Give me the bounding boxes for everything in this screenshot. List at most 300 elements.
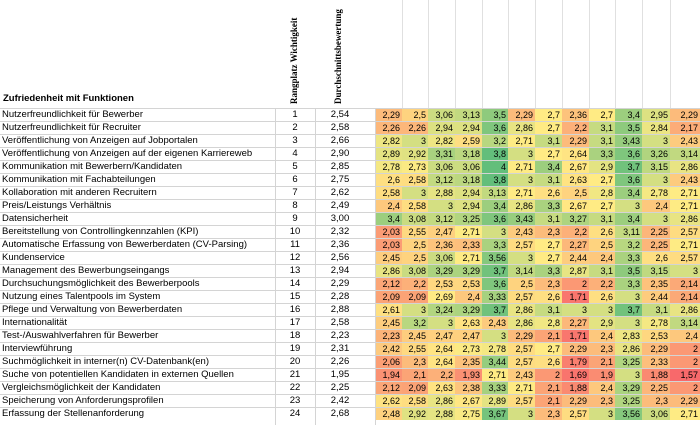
score-cell[interactable]: 2,75 <box>455 408 482 420</box>
score-cell[interactable]: 2,26 <box>402 122 428 134</box>
row-label-cell[interactable]: Speicherung von Anforderungsprofilen <box>2 395 164 406</box>
score-cell[interactable]: 3,12 <box>428 213 455 225</box>
column-header-rank[interactable]: Rangplatz Wichtigkeit <box>289 17 299 104</box>
table-row[interactable] <box>0 329 700 342</box>
average-cell[interactable]: 3,00 <box>330 213 350 224</box>
score-cell[interactable]: 3,14 <box>670 317 700 329</box>
score-cell[interactable]: 3,1 <box>589 213 615 225</box>
rank-cell[interactable]: 4 <box>292 148 298 159</box>
score-cell[interactable]: 2,5 <box>402 252 428 264</box>
score-cell[interactable]: 3,2 <box>482 135 508 147</box>
score-cell[interactable]: 2 <box>670 382 700 394</box>
table-row[interactable] <box>0 251 700 264</box>
score-cell[interactable]: 2,1 <box>402 369 428 381</box>
row-label-cell[interactable]: Nutzerfreundlichkeit für Bewerber <box>2 109 143 120</box>
row-label-cell[interactable]: Nutzung eines Talentpools im System <box>2 291 161 302</box>
average-cell[interactable]: 2,23 <box>330 330 350 341</box>
score-cell[interactable]: 3,24 <box>428 304 455 316</box>
row-label-cell[interactable]: Kundenservice <box>2 252 65 263</box>
score-cell[interactable]: 3,6 <box>482 122 508 134</box>
score-cell[interactable]: 3,56 <box>482 252 508 264</box>
score-cell[interactable]: 2,4 <box>589 252 615 264</box>
score-cell[interactable]: 2,43 <box>508 226 535 238</box>
rank-cell[interactable]: 24 <box>289 408 301 419</box>
score-cell[interactable]: 2,57 <box>508 395 535 407</box>
score-cell[interactable]: 3,1 <box>589 265 615 277</box>
score-cell[interactable]: 3,1 <box>589 122 615 134</box>
score-cell[interactable]: 2,35 <box>455 356 482 368</box>
score-cell[interactable]: 2,47 <box>428 226 455 238</box>
score-cell[interactable]: 2,84 <box>642 122 670 134</box>
rank-cell[interactable]: 5 <box>292 161 298 172</box>
score-cell[interactable]: 2,7 <box>535 239 562 251</box>
rank-cell[interactable]: 3 <box>292 135 298 146</box>
score-cell[interactable]: 3 <box>615 369 642 381</box>
score-cell[interactable]: 3,5 <box>615 122 642 134</box>
score-cell[interactable]: 2,94 <box>428 122 455 134</box>
score-cell[interactable]: 3,26 <box>642 148 670 160</box>
score-cell[interactable]: 2,86 <box>428 395 455 407</box>
score-cell[interactable]: 2,47 <box>455 330 482 342</box>
score-cell[interactable]: 2,62 <box>376 395 402 407</box>
score-cell[interactable]: 3,8 <box>482 174 508 186</box>
score-cell[interactable]: 3,06 <box>455 161 482 173</box>
table-row[interactable] <box>0 160 700 173</box>
score-cell[interactable]: 2,29 <box>508 330 535 342</box>
score-cell[interactable]: 3,4 <box>535 161 562 173</box>
rank-cell[interactable]: 20 <box>289 356 301 367</box>
rank-cell[interactable]: 11 <box>290 239 300 250</box>
average-cell[interactable]: 2,94 <box>330 265 350 276</box>
score-cell[interactable]: 2,6 <box>535 356 562 368</box>
average-cell[interactable]: 2,49 <box>330 200 350 211</box>
row-label-cell[interactable]: Interviewführung <box>2 343 73 354</box>
score-cell[interactable]: 2,5 <box>402 239 428 251</box>
score-cell[interactable]: 3,14 <box>670 148 700 160</box>
score-cell[interactable]: 2,25 <box>642 382 670 394</box>
score-cell[interactable]: 2,67 <box>562 161 589 173</box>
rank-cell[interactable]: 16 <box>289 304 301 315</box>
score-cell[interactable]: 2,73 <box>402 161 428 173</box>
average-cell[interactable]: 2,58 <box>330 317 350 328</box>
score-cell[interactable]: 2,2 <box>589 278 615 290</box>
score-cell[interactable]: 2,55 <box>402 226 428 238</box>
score-cell[interactable]: 2,45 <box>376 252 402 264</box>
score-cell[interactable]: 2,12 <box>376 278 402 290</box>
score-cell[interactable]: 2,83 <box>615 330 642 342</box>
score-cell[interactable]: 2,92 <box>402 408 428 420</box>
table-row[interactable] <box>0 238 700 251</box>
table-row[interactable] <box>0 316 700 329</box>
score-cell[interactable]: 2,4 <box>670 330 700 342</box>
score-cell[interactable]: 3,29 <box>455 304 482 316</box>
score-cell[interactable]: 2,71 <box>508 161 535 173</box>
score-cell[interactable]: 2,57 <box>508 356 535 368</box>
table-row[interactable] <box>0 407 700 420</box>
score-cell[interactable]: 2,71 <box>670 187 700 199</box>
score-cell[interactable]: 2,89 <box>376 148 402 160</box>
score-cell[interactable]: 2,7 <box>589 200 615 212</box>
score-cell[interactable]: 2,88 <box>428 408 455 420</box>
row-label-cell[interactable]: Suche von potentiellen Kandidaten in externen Quellen <box>2 369 234 380</box>
score-cell[interactable]: 2,36 <box>428 239 455 251</box>
score-cell[interactable]: 2,87 <box>562 265 589 277</box>
table-row[interactable] <box>0 290 700 303</box>
average-cell[interactable]: 2,85 <box>330 161 350 172</box>
score-cell[interactable]: 2,8 <box>589 187 615 199</box>
score-cell[interactable]: 3,15 <box>642 161 670 173</box>
score-cell[interactable]: 3,18 <box>455 174 482 186</box>
score-cell[interactable]: 2,1 <box>535 382 562 394</box>
score-cell[interactable]: 2,1 <box>535 330 562 342</box>
score-cell[interactable]: 2,7 <box>535 148 562 160</box>
score-cell[interactable]: 3,18 <box>455 148 482 160</box>
score-cell[interactable]: 2,7 <box>535 122 562 134</box>
score-cell[interactable]: 3 <box>402 187 428 199</box>
score-cell[interactable]: 1,9 <box>589 369 615 381</box>
score-cell[interactable]: 2,94 <box>455 187 482 199</box>
score-cell[interactable]: 3,1 <box>535 135 562 147</box>
score-cell[interactable]: 2,27 <box>562 317 589 329</box>
score-cell[interactable]: 1,79 <box>562 356 589 368</box>
score-cell[interactable]: 2,57 <box>670 252 700 264</box>
score-cell[interactable]: 2,78 <box>642 317 670 329</box>
score-cell[interactable]: 2,3 <box>535 226 562 238</box>
score-cell[interactable]: 3 <box>589 408 615 420</box>
score-cell[interactable]: 3,3 <box>535 265 562 277</box>
score-cell[interactable]: 2,58 <box>376 187 402 199</box>
score-cell[interactable]: 2,57 <box>508 291 535 303</box>
average-cell[interactable]: 2,25 <box>330 382 350 393</box>
score-cell[interactable]: 3,06 <box>428 252 455 264</box>
score-cell[interactable]: 2,7 <box>589 174 615 186</box>
score-cell[interactable]: 2,06 <box>376 356 402 368</box>
score-cell[interactable]: 2,64 <box>562 148 589 160</box>
score-cell[interactable]: 2,44 <box>562 252 589 264</box>
score-cell[interactable]: 2,4 <box>589 382 615 394</box>
score-cell[interactable]: 3,6 <box>615 174 642 186</box>
average-cell[interactable]: 2,58 <box>330 122 350 133</box>
column-header-average[interactable]: Durchschnittsbewertung <box>333 9 343 104</box>
row-label-cell[interactable]: Preis/Leistungs Verhältnis <box>2 200 112 211</box>
average-cell[interactable]: 2,56 <box>330 252 350 263</box>
score-cell[interactable]: 2,53 <box>428 278 455 290</box>
score-cell[interactable]: 2,86 <box>508 304 535 316</box>
average-cell[interactable]: 2,54 <box>330 109 350 120</box>
score-cell[interactable]: 2,27 <box>562 239 589 251</box>
score-cell[interactable]: 3 <box>642 174 670 186</box>
score-cell[interactable]: 3,08 <box>402 265 428 277</box>
score-cell[interactable]: 2,4 <box>376 200 402 212</box>
row-label-cell[interactable]: Bereitstellung von Controllingkennzahlen (KPI) <box>2 226 199 237</box>
score-cell[interactable]: 3,1 <box>535 304 562 316</box>
score-cell[interactable]: 3,13 <box>482 187 508 199</box>
score-cell[interactable]: 2 <box>535 369 562 381</box>
table-row[interactable] <box>0 303 700 316</box>
average-cell[interactable]: 2,68 <box>330 408 350 419</box>
row-label-cell[interactable]: Test-/Auswahlverfahren für Bewerber <box>2 330 159 341</box>
score-cell[interactable]: 2,9 <box>589 317 615 329</box>
score-cell[interactable]: 3,1 <box>589 135 615 147</box>
table-row[interactable] <box>0 342 700 355</box>
score-cell[interactable]: 2,94 <box>455 122 482 134</box>
score-cell[interactable]: 3,3 <box>482 239 508 251</box>
score-cell[interactable]: 3 <box>642 213 670 225</box>
score-cell[interactable]: 2,4 <box>642 200 670 212</box>
table-row[interactable] <box>0 368 700 381</box>
rank-cell[interactable]: 8 <box>292 200 298 211</box>
score-cell[interactable]: 3,1 <box>535 174 562 186</box>
row-label-cell[interactable]: Automatische Erfassung von Bewerberdaten (CV-Parsing) <box>2 239 248 250</box>
row-label-cell[interactable]: Pflege und Verwaltung von Bewerberdaten <box>2 304 183 315</box>
score-cell[interactable]: 3,29 <box>615 382 642 394</box>
rank-cell[interactable]: 23 <box>289 395 301 406</box>
score-cell[interactable]: 3,3 <box>615 252 642 264</box>
score-cell[interactable]: 3,8 <box>482 148 508 160</box>
score-cell[interactable]: 3,3 <box>535 200 562 212</box>
score-cell[interactable]: 2,44 <box>642 291 670 303</box>
score-cell[interactable]: 2,6 <box>589 226 615 238</box>
score-cell[interactable]: 3,7 <box>615 161 642 173</box>
score-cell[interactable]: 3,4 <box>615 109 642 121</box>
score-cell[interactable]: 3,12 <box>428 174 455 186</box>
rank-cell[interactable]: 17 <box>289 317 301 328</box>
rank-cell[interactable]: 19 <box>289 343 301 354</box>
score-cell[interactable]: 2,57 <box>508 239 535 251</box>
score-cell[interactable]: 3 <box>508 252 535 264</box>
row-label-cell[interactable]: Nutzerfreundlichkeit für Recruiter <box>2 122 141 133</box>
score-cell[interactable]: 2,67 <box>455 395 482 407</box>
score-cell[interactable]: 3,5 <box>482 109 508 121</box>
score-cell[interactable]: 3,29 <box>428 265 455 277</box>
score-cell[interactable]: 2,45 <box>402 330 428 342</box>
score-cell[interactable]: 3 <box>642 135 670 147</box>
average-cell[interactable]: 2,75 <box>330 174 350 185</box>
score-cell[interactable]: 2,6 <box>642 252 670 264</box>
score-cell[interactable]: 3,31 <box>428 148 455 160</box>
score-cell[interactable]: 2,35 <box>642 278 670 290</box>
score-cell[interactable]: 2,95 <box>642 109 670 121</box>
score-cell[interactable]: 2,2 <box>562 226 589 238</box>
score-cell[interactable]: 2,71 <box>482 369 508 381</box>
score-cell[interactable]: 3,2 <box>402 317 428 329</box>
score-cell[interactable]: 2,67 <box>562 200 589 212</box>
score-cell[interactable]: 3,3 <box>589 148 615 160</box>
score-cell[interactable]: 2,7 <box>589 109 615 121</box>
score-cell[interactable]: 2,64 <box>428 356 455 368</box>
score-cell[interactable]: 2,6 <box>535 291 562 303</box>
table-row[interactable] <box>0 277 700 290</box>
score-cell[interactable]: 2,71 <box>670 200 700 212</box>
score-cell[interactable]: 2,09 <box>402 382 428 394</box>
score-cell[interactable]: 2,38 <box>455 382 482 394</box>
score-cell[interactable]: 2,33 <box>642 356 670 368</box>
score-cell[interactable]: 2,94 <box>455 200 482 212</box>
score-cell[interactable]: 2,33 <box>455 239 482 251</box>
score-cell[interactable]: 2,25 <box>642 239 670 251</box>
score-cell[interactable]: 3 <box>508 148 535 160</box>
score-cell[interactable]: 2,86 <box>670 304 700 316</box>
score-cell[interactable]: 3,3 <box>615 278 642 290</box>
score-cell[interactable]: 3,29 <box>455 265 482 277</box>
score-cell[interactable]: 3,33 <box>482 291 508 303</box>
score-cell[interactable]: 2,3 <box>589 343 615 355</box>
score-cell[interactable]: 2,1 <box>535 395 562 407</box>
score-cell[interactable]: 2,71 <box>455 252 482 264</box>
score-cell[interactable]: 2,86 <box>670 213 700 225</box>
score-cell[interactable]: 2,57 <box>508 343 535 355</box>
score-cell[interactable]: 3 <box>402 304 428 316</box>
score-cell[interactable]: 3,08 <box>402 213 428 225</box>
score-cell[interactable]: 2,86 <box>508 200 535 212</box>
average-cell[interactable]: 2,62 <box>330 187 350 198</box>
score-cell[interactable]: 2,71 <box>670 408 700 420</box>
score-cell[interactable]: 1,93 <box>455 369 482 381</box>
score-cell[interactable]: 3,4 <box>615 213 642 225</box>
score-cell[interactable]: 2,86 <box>508 122 535 134</box>
score-cell[interactable]: 2,58 <box>402 174 428 186</box>
score-cell[interactable]: 1,88 <box>562 382 589 394</box>
score-cell[interactable]: 1,71 <box>562 330 589 342</box>
row-label-cell[interactable]: Erfassung der Stellenanforderung <box>2 408 145 419</box>
score-cell[interactable]: 2,2 <box>562 122 589 134</box>
average-cell[interactable]: 2,36 <box>330 239 350 250</box>
score-cell[interactable]: 2,71 <box>508 135 535 147</box>
score-cell[interactable]: 2,8 <box>535 317 562 329</box>
score-cell[interactable]: 3,5 <box>615 265 642 277</box>
score-cell[interactable]: 2,43 <box>508 369 535 381</box>
score-cell[interactable]: 2,25 <box>642 226 670 238</box>
score-cell[interactable]: 2 <box>562 278 589 290</box>
score-cell[interactable]: 2,53 <box>642 330 670 342</box>
score-cell[interactable]: 2,69 <box>428 291 455 303</box>
score-cell[interactable]: 2,43 <box>670 135 700 147</box>
score-cell[interactable]: 2,6 <box>535 187 562 199</box>
rank-cell[interactable]: 7 <box>292 187 298 198</box>
score-cell[interactable]: 2,9 <box>589 161 615 173</box>
row-label-cell[interactable]: Kommunikation mit Fachabteilungen <box>2 174 156 185</box>
score-cell[interactable]: 2,36 <box>562 109 589 121</box>
score-cell[interactable]: 3,7 <box>482 304 508 316</box>
score-cell[interactable]: 2,82 <box>428 135 455 147</box>
table-row[interactable] <box>0 394 700 407</box>
score-cell[interactable]: 3 <box>402 135 428 147</box>
score-cell[interactable]: 2,29 <box>562 135 589 147</box>
rank-cell[interactable]: 21 <box>289 369 301 380</box>
score-cell[interactable]: 3,06 <box>428 109 455 121</box>
score-cell[interactable]: 2,7 <box>535 109 562 121</box>
table-row[interactable] <box>0 134 700 147</box>
score-cell[interactable]: 3 <box>562 304 589 316</box>
score-cell[interactable]: 2,71 <box>508 187 535 199</box>
score-cell[interactable]: 2,45 <box>376 317 402 329</box>
average-cell[interactable]: 2,90 <box>330 148 350 159</box>
score-cell[interactable]: 2,43 <box>670 174 700 186</box>
score-cell[interactable]: 2,7 <box>535 252 562 264</box>
score-cell[interactable]: 3,7 <box>482 265 508 277</box>
score-cell[interactable]: 3,4 <box>615 187 642 199</box>
score-cell[interactable]: 2,3 <box>402 356 428 368</box>
row-label-cell[interactable]: Management des Bewerbungseingangs <box>2 265 170 276</box>
score-cell[interactable]: 3,06 <box>642 408 670 420</box>
average-cell[interactable]: 2,28 <box>330 291 350 302</box>
score-cell[interactable]: 2,2 <box>402 278 428 290</box>
score-cell[interactable]: 2,6 <box>376 174 402 186</box>
score-cell[interactable]: 2,92 <box>402 148 428 160</box>
table-row[interactable] <box>0 147 700 160</box>
score-cell[interactable]: 2,57 <box>562 408 589 420</box>
score-cell[interactable]: 2,09 <box>402 291 428 303</box>
score-cell[interactable]: 3 <box>670 265 700 277</box>
score-cell[interactable]: 2,14 <box>670 278 700 290</box>
average-cell[interactable]: 1,95 <box>330 369 350 380</box>
score-cell[interactable]: 3 <box>428 317 455 329</box>
score-cell[interactable]: 1,57 <box>670 369 700 381</box>
score-cell[interactable]: 2,23 <box>376 330 402 342</box>
score-cell[interactable]: 3,1 <box>642 304 670 316</box>
score-cell[interactable]: 2,73 <box>455 343 482 355</box>
table-row[interactable] <box>0 121 700 134</box>
score-cell[interactable]: 3 <box>508 408 535 420</box>
score-cell[interactable]: 2,57 <box>670 226 700 238</box>
score-cell[interactable]: 3 <box>482 330 508 342</box>
score-cell[interactable]: 2,58 <box>402 200 428 212</box>
score-cell[interactable]: 2,63 <box>428 382 455 394</box>
row-label-cell[interactable]: Vergleichsmöglichkeit der Kandidaten <box>2 382 161 393</box>
score-cell[interactable]: 3 <box>482 226 508 238</box>
score-cell[interactable]: 3 <box>589 304 615 316</box>
rank-cell[interactable]: 2 <box>292 122 298 133</box>
score-cell[interactable]: 2,6 <box>589 291 615 303</box>
score-cell[interactable]: 2,86 <box>376 265 402 277</box>
score-cell[interactable]: 2,82 <box>376 135 402 147</box>
score-cell[interactable]: 2,48 <box>376 408 402 420</box>
average-cell[interactable]: 2,66 <box>330 135 350 146</box>
score-cell[interactable]: 2,78 <box>376 161 402 173</box>
score-cell[interactable]: 2,29 <box>508 109 535 121</box>
score-cell[interactable]: 3,56 <box>615 408 642 420</box>
score-cell[interactable]: 2,4 <box>589 330 615 342</box>
score-cell[interactable]: 3,25 <box>615 395 642 407</box>
score-cell[interactable]: 1,88 <box>642 369 670 381</box>
rank-cell[interactable]: 13 <box>289 265 301 276</box>
score-cell[interactable]: 3,25 <box>455 213 482 225</box>
score-cell[interactable]: 2,63 <box>562 174 589 186</box>
table-row[interactable] <box>0 173 700 186</box>
rank-cell[interactable]: 22 <box>289 382 301 393</box>
score-cell[interactable]: 2,86 <box>508 317 535 329</box>
score-cell[interactable]: 3,2 <box>615 239 642 251</box>
score-cell[interactable]: 2,86 <box>670 161 700 173</box>
score-cell[interactable]: 2,29 <box>642 343 670 355</box>
score-cell[interactable]: 2,1 <box>589 356 615 368</box>
row-label-cell[interactable]: Suchmöglichkeit in interner(n) CV-Datenbank(en) <box>2 356 209 367</box>
table-row[interactable] <box>0 381 700 394</box>
score-cell[interactable]: 3 <box>428 200 455 212</box>
score-cell[interactable]: 2,86 <box>615 343 642 355</box>
average-cell[interactable]: 2,26 <box>330 356 350 367</box>
table-row[interactable] <box>0 108 700 121</box>
score-cell[interactable]: 3,44 <box>482 356 508 368</box>
table-row[interactable] <box>0 186 700 199</box>
score-cell[interactable]: 3,7 <box>615 304 642 316</box>
score-cell[interactable]: 3,11 <box>615 226 642 238</box>
score-cell[interactable]: 2,12 <box>376 382 402 394</box>
score-cell[interactable]: 2,43 <box>482 317 508 329</box>
score-cell[interactable]: 2,71 <box>670 239 700 251</box>
score-cell[interactable]: 3,67 <box>482 408 508 420</box>
score-cell[interactable]: 2,5 <box>402 109 428 121</box>
